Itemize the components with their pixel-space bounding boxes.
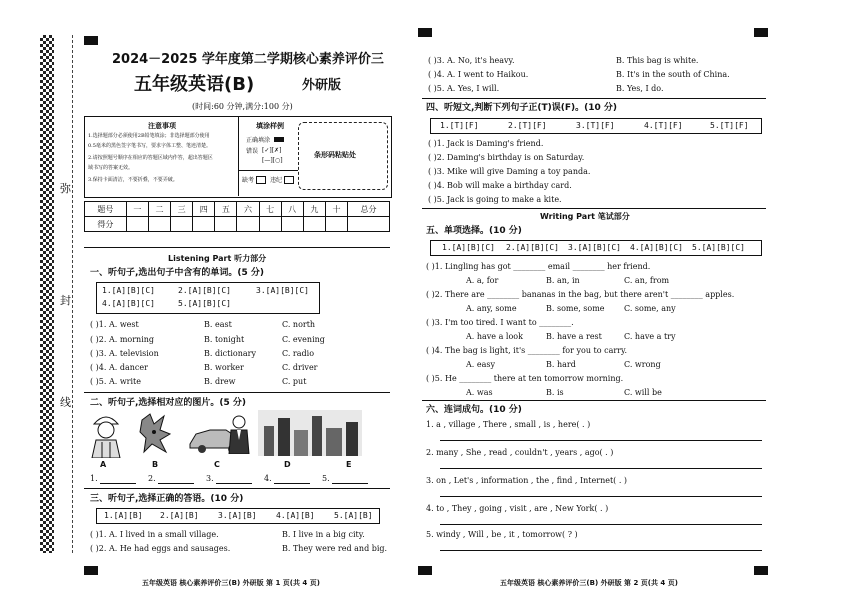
absent-checkbox[interactable] (256, 176, 266, 184)
writing-line[interactable] (440, 496, 762, 497)
answer-blank[interactable] (216, 483, 252, 484)
question-item: ( )5. A. Yes, I will. (428, 84, 500, 93)
exam-page-2 (418, 0, 860, 608)
section-rule (84, 488, 390, 489)
answer-blank-label: 4. (264, 474, 272, 483)
section-6-title: 六、连词成句。(10 分) (426, 405, 522, 415)
notice-line: 1.选择题部分必须使用2B铅笔填涂；非选择题部分使用 (88, 133, 210, 139)
question-item: ( )3. A. No, it's heavy. (428, 56, 515, 65)
cheat-label: 违纪 (270, 177, 283, 184)
worker-picture (88, 408, 124, 458)
page-footer: 五年级英语 核心素养评价三(B) 外研版 第 2 页(共 4 页) (500, 579, 678, 587)
cheat-checkbox[interactable] (284, 176, 294, 184)
registration-mark (84, 566, 98, 575)
writing-line[interactable] (440, 440, 762, 441)
option-b: B. an, in (546, 276, 580, 285)
side-label: 弥 (60, 182, 71, 195)
answer-blank-label: 1. (90, 474, 98, 483)
notice-line: 0.5毫米的黑色签字笔书写，要求字体工整、笔迹清楚。 (88, 143, 211, 149)
option-c: C. north (282, 320, 316, 329)
choice-question: ( )2. There are ________ bananas in the bag, but there aren't ________ apples. (426, 290, 735, 299)
option-a: A. was (466, 388, 493, 397)
answer-blank[interactable] (100, 483, 136, 484)
section-rule (422, 400, 766, 401)
choice-question: ( )3. I'm too tired. I want to ________. (426, 318, 574, 327)
option-b: B. is (546, 388, 564, 397)
writing-line[interactable] (440, 468, 762, 469)
score-header: 三 (171, 202, 193, 217)
registration-mark (418, 566, 432, 575)
picture-letter: E (346, 460, 352, 469)
score-row-label: 得分 (85, 217, 127, 232)
exam-title: 2024－2025 学年度第二学期核心素养评价三 (112, 52, 384, 67)
choice-question: ( )1. Lingling has got ________ email ________ her friend. (426, 262, 651, 271)
true-false-item: ( )3. Mike will give Daming a toy panda. (428, 167, 591, 176)
absent-label: 缺考 (242, 177, 255, 184)
answer-blank[interactable] (274, 483, 310, 484)
exam-page-1 (0, 0, 418, 608)
picture-letter: A (100, 460, 107, 469)
answer-option[interactable]: 4.[A][B] (276, 511, 315, 520)
score-table (84, 201, 390, 232)
score-cell (148, 217, 170, 232)
score-header: 五 (215, 202, 237, 217)
answer-blank[interactable] (332, 483, 368, 484)
answer-option[interactable]: 3.[A][B] (218, 511, 257, 520)
score-cell (193, 217, 215, 232)
answer-option[interactable]: 1.[A][B][C] (102, 286, 155, 295)
answer-option[interactable]: 4.[T][F] (644, 121, 683, 130)
answer-option[interactable]: 5.[A][B][C] (178, 299, 231, 308)
answer-option[interactable]: 4.[A][B][C] (630, 243, 683, 252)
score-header: 二 (148, 202, 170, 217)
notice-line: 3.保持卡面清洁，不要折叠，不要弄破。 (88, 177, 178, 183)
wrong-mark-icon: [—][○] (262, 157, 283, 164)
word-order-item: 1. a , village , There , small , is , here( . ) (426, 420, 591, 429)
option-b: B. worker (204, 363, 244, 372)
barcode-label: 条形码粘贴处 (314, 151, 356, 159)
notice-line: 域书写的答案无效。 (88, 165, 134, 171)
option-b: B. some, some (546, 304, 605, 313)
registration-mark (418, 28, 432, 37)
score-cell (215, 217, 237, 232)
registration-mark (754, 566, 768, 575)
word-order-item: 4. to , They , going , visit , are , New York( . ) (426, 504, 609, 513)
section-rule (422, 98, 766, 99)
answer-option[interactable]: 3.[T][F] (576, 121, 615, 130)
divider (238, 116, 239, 196)
score-cell (325, 217, 347, 232)
picture-letter: C (214, 460, 220, 469)
binding-strip (40, 35, 54, 553)
time-info: (时间:60 分钟,满分:100 分) (192, 102, 293, 111)
picture-letter: D (284, 460, 291, 469)
answer-option[interactable]: 1.[A][B] (104, 511, 143, 520)
option-c: C. have a try (624, 332, 676, 341)
answer-option[interactable]: 1.[A][B][C] (442, 243, 495, 252)
notice-heading: 注意事项 (148, 122, 176, 130)
question-item: ( )2. A. morning (90, 335, 155, 344)
option-c: C. wrong (624, 360, 661, 369)
side-label: 封 (60, 294, 71, 307)
option-c: C. radio (282, 349, 315, 358)
answer-blank-label: 3. (206, 474, 214, 483)
answer-option[interactable]: 5.[A][B][C] (692, 243, 745, 252)
score-header: 九 (303, 202, 325, 217)
seal-line (72, 35, 73, 553)
true-false-item: ( )4. Bob will make a birthday card. (428, 181, 572, 190)
answer-blank[interactable] (158, 483, 194, 484)
option-c: C. put (282, 377, 307, 386)
wrong-mark-icon: [✓][✗] (262, 147, 282, 154)
question-item: ( )1. A. west (90, 320, 139, 329)
writing-title: Writing Part 笔试部分 (540, 212, 630, 221)
picture-letter: B (152, 460, 159, 469)
filled-box-icon (274, 137, 284, 142)
score-header: 六 (237, 202, 259, 217)
registration-mark (84, 36, 98, 45)
true-false-item: ( )2. Daming's birthday is on Saturday. (428, 153, 585, 162)
score-header: 四 (193, 202, 215, 217)
score-cell (171, 217, 193, 232)
option-b: B. hard (546, 360, 576, 369)
score-cell (259, 217, 281, 232)
option-b: B. I live in a big city. (282, 530, 365, 539)
notice-line: 2.请按照题号顺序在相应的答题区域内作答，超出答题区 (88, 155, 213, 161)
side-label: 线 (60, 396, 71, 409)
option-b: B. They were red and big. (282, 544, 388, 553)
score-cell (126, 217, 148, 232)
answer-option[interactable]: 2.[A][B][C] (506, 243, 559, 252)
option-b: B. dictionary (204, 349, 256, 358)
option-b: B. drew (204, 377, 236, 386)
word-order-item: 5. windy , Will , be , it , tomorrow( ? ) (426, 530, 578, 539)
score-header: 题号 (85, 202, 127, 217)
answer-option[interactable]: 3.[A][B][C] (568, 243, 621, 252)
fill-correct-label: 正确填涂 (246, 137, 271, 144)
option-a: A. any, some (466, 304, 517, 313)
question-item: ( )4. A. dancer (90, 363, 148, 372)
answer-option[interactable]: 5.[T][F] (710, 121, 749, 130)
question-item: ( )2. A. He had eggs and sausages. (90, 544, 231, 553)
word-order-item: 3. on , Let's , information , the , find , Internet( . ) (426, 476, 628, 485)
option-b: B. have a rest (546, 332, 602, 341)
word-order-item: 2. many , She , read , couldn't , years , ago( . ) (426, 448, 614, 457)
choice-question: ( )5. He ________ there at ten tomorrow morning. (426, 374, 624, 383)
section-1-title: 一、听句子,选出句子中含有的单词。(5 分) (90, 268, 265, 278)
option-c: C. an, from (624, 276, 670, 285)
question-item: ( )1. A. I lived in a small village. (90, 530, 219, 539)
dragon-picture (138, 410, 174, 456)
question-item: ( )4. A. I went to Haikou. (428, 70, 529, 79)
section-rule (84, 392, 390, 393)
section-3-title: 三、听句子,选择正确的答语。(10 分) (90, 494, 244, 504)
option-a: A. a, for (466, 276, 499, 285)
exam-subject: 五年级英语(B) (134, 74, 255, 95)
answer-blank-label: 5. (322, 474, 330, 483)
score-cell (281, 217, 303, 232)
answer-option[interactable]: 5.[A][B] (334, 511, 373, 520)
option-b: B. It's in the south of China. (616, 70, 730, 79)
option-b: B. This bag is white. (616, 56, 699, 65)
option-c: C. driver (282, 363, 318, 372)
option-c: C. will be (624, 388, 662, 397)
score-cell (348, 217, 390, 232)
option-c: C. some, any (624, 304, 676, 313)
option-a: A. have a look (466, 332, 523, 341)
score-header: 总分 (348, 202, 390, 217)
fill-wrong-label: 错误 (246, 148, 259, 155)
writing-line[interactable] (440, 550, 762, 551)
answer-option[interactable]: 2.[A][B][C] (178, 286, 231, 295)
answer-option[interactable]: 3.[A][B][C] (256, 286, 309, 295)
divider (238, 170, 298, 171)
exam-edition: 外研版 (302, 78, 342, 93)
question-item: ( )3. A. television (90, 349, 159, 358)
option-b: B. tonight (204, 335, 245, 344)
answer-option[interactable]: 4.[A][B][C] (102, 299, 155, 308)
registration-mark (754, 28, 768, 37)
page-footer: 五年级英语 核心素养评价三(B) 外研版 第 1 页(共 4 页) (142, 579, 320, 587)
score-cell (303, 217, 325, 232)
answer-option[interactable]: 2.[A][B] (160, 511, 199, 520)
option-a: A. easy (466, 360, 495, 369)
option-c: C. evening (282, 335, 325, 344)
section-rule (84, 247, 390, 248)
true-false-item: ( )5. Jack is going to make a kite. (428, 195, 562, 204)
section-5-title: 五、单项选择。(10 分) (426, 226, 522, 236)
answer-option[interactable]: 2.[T][F] (508, 121, 547, 130)
true-false-item: ( )1. Jack is Daming's friend. (428, 139, 544, 148)
choice-question: ( )4. The bag is light, it's ________ for you to carry. (426, 346, 627, 355)
option-b: B. east (204, 320, 232, 329)
section-2-title: 二、听句子,选择相对应的图片。(5 分) (90, 398, 247, 408)
fill-sample-heading: 填涂样例 (256, 122, 284, 130)
score-header: 十 (325, 202, 347, 217)
option-b: B. Yes, I do. (616, 84, 664, 93)
score-header: 一 (126, 202, 148, 217)
businessman-picture (226, 414, 252, 454)
score-cell (237, 217, 259, 232)
answer-option[interactable]: 1.[T][F] (440, 121, 479, 130)
writing-line[interactable] (440, 524, 762, 525)
section-4-title: 四、听短文,判断下列句子正(T)误(F)。(10 分) (426, 103, 618, 113)
question-item: ( )5. A. write (90, 377, 142, 386)
listening-title: Listening Part 听力部分 (168, 254, 267, 263)
score-header: 七 (259, 202, 281, 217)
answer-blank-label: 2. (148, 474, 156, 483)
score-header: 八 (281, 202, 303, 217)
city-picture (258, 410, 362, 456)
section-rule (422, 208, 766, 209)
